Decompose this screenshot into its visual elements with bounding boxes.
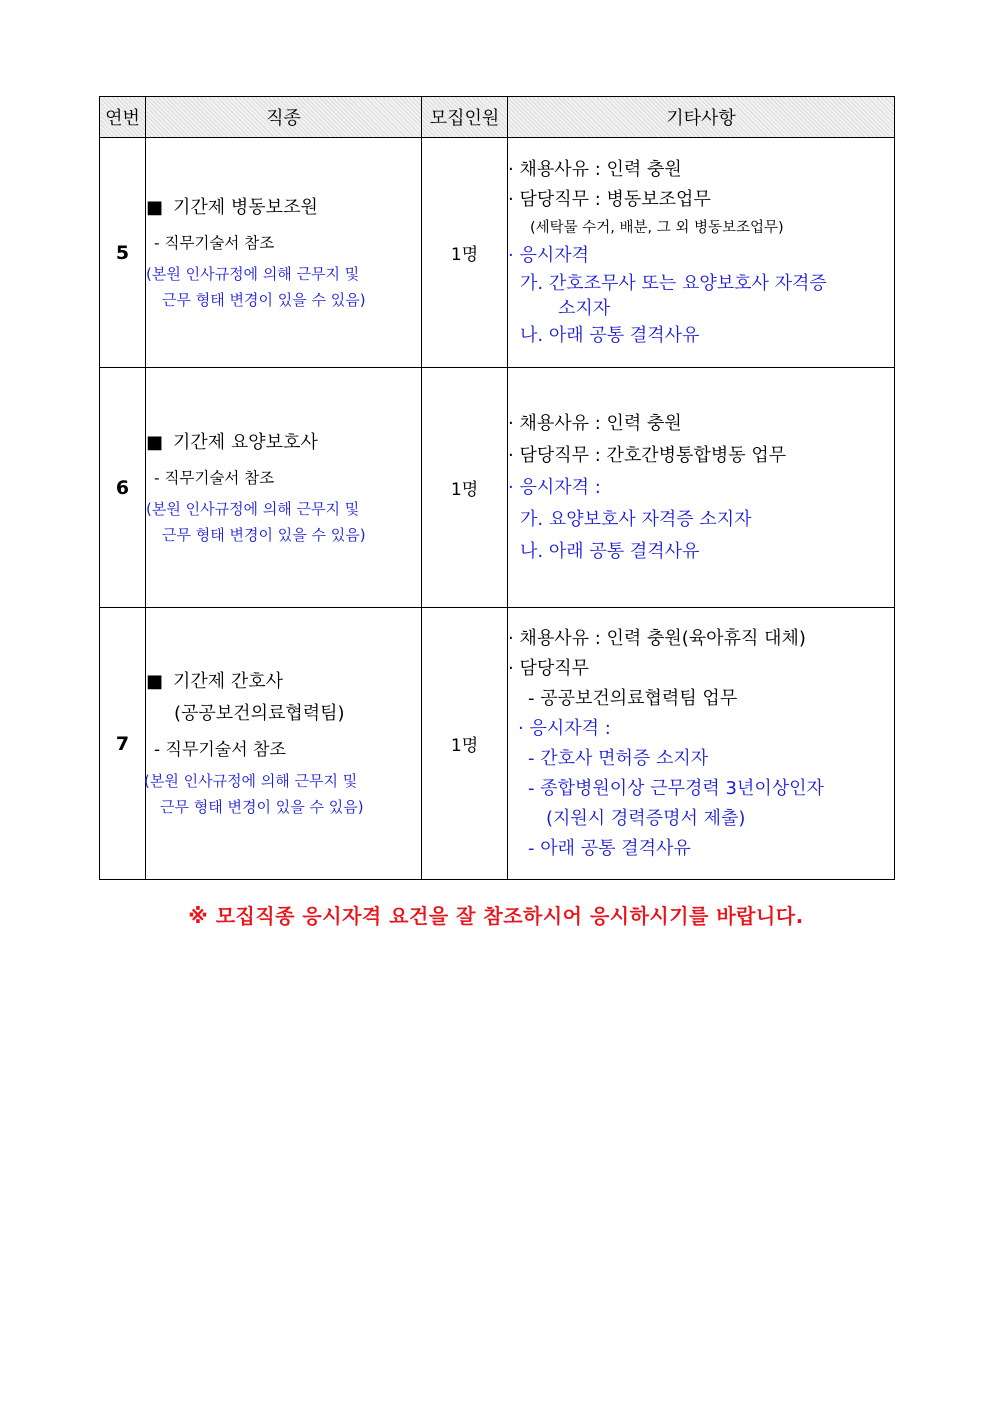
job-title: ■ 기간제 간호사: [146, 671, 284, 692]
header-no: 연번: [100, 97, 146, 138]
table-header-row: [100, 97, 895, 138]
etc-line: (지원시 경력증명서 제출): [546, 807, 746, 829]
square-bullet-icon: ■: [146, 431, 164, 453]
job-reference: - 직무기술서 참조: [154, 740, 286, 760]
table-row: [100, 608, 895, 880]
job-reference: - 직무기술서 참조: [154, 233, 275, 252]
job-note: (본원 인사규정에 의해 근무지 및 근무 형태 변경이 있을 수 있음): [146, 499, 366, 544]
row-number: 6: [100, 368, 146, 608]
table-row: [100, 368, 895, 608]
etc-line: 소지자: [558, 297, 611, 319]
etc-line: · 응시자격 :: [518, 717, 611, 739]
header-count: 모집인원: [422, 97, 508, 138]
header-etc: 기타사항: [508, 97, 895, 138]
job-cell: [146, 368, 422, 608]
recruit-count: 1명: [422, 608, 508, 880]
etc-line: - 공공보건의료협력팀 업무: [528, 687, 738, 709]
table-row: [100, 138, 895, 368]
header-job: 직종: [146, 97, 422, 138]
job-cell: [146, 138, 422, 368]
footer-notice: ※ 모집직종 응시자격 요건을 잘 참조하시어 응시하시기를 바랍니다.: [188, 904, 804, 928]
etc-line: · 채용사유 : 인력 충원: [508, 158, 682, 180]
row-number: 5: [100, 138, 146, 368]
etc-line: - 종합병원이상 근무경력 3년이상인자: [528, 777, 824, 799]
job-title: ■ 기간제 병동보조원: [146, 196, 318, 218]
etc-line: · 응시자격: [508, 244, 589, 266]
job-subtitle: (공공보건의료협력팀): [174, 703, 345, 724]
square-bullet-icon: ■: [146, 671, 164, 692]
etc-line: · 응시자격 :: [508, 476, 601, 498]
job-cell: [146, 608, 422, 880]
recruitment-table: [99, 96, 895, 880]
recruit-count: 1명: [422, 138, 508, 368]
etc-line: - 아래 공통 결격사유: [528, 837, 691, 859]
job-title: ■ 기간제 요양보호사: [146, 431, 318, 453]
etc-line: · 채용사유 : 인력 충원: [508, 412, 682, 434]
etc-cell: [508, 138, 895, 368]
etc-line: · 채용사유 : 인력 충원(육아휴직 대체): [508, 627, 806, 649]
etc-line: 가. 요양보호사 자격증 소지자: [520, 508, 752, 530]
etc-line: · 담당직무 : 간호간병통합병동 업무: [508, 444, 787, 466]
etc-line: (세탁물 수거, 배분, 그 외 병동보조업무): [530, 219, 784, 236]
etc-line: · 담당직무: [508, 657, 589, 679]
etc-cell: [508, 368, 895, 608]
etc-line: 나. 아래 공통 결격사유: [520, 540, 700, 562]
job-note: (본원 인사규정에 의해 근무지 및 근무 형태 변경이 있을 수 있음): [146, 264, 366, 309]
square-bullet-icon: ■: [146, 196, 164, 218]
etc-line: - 간호사 면허증 소지자: [528, 747, 709, 769]
etc-line: · 담당직무 : 병동보조업무: [508, 188, 711, 210]
job-note: (본원 인사규정에 의해 근무지 및 근무 형태 변경이 있을 수 있음): [144, 772, 364, 816]
row-number: 7: [100, 608, 146, 880]
etc-line: 가. 간호조무사 또는 요양보호사 자격증: [520, 272, 827, 294]
job-reference: - 직무기술서 참조: [154, 468, 275, 487]
recruit-count: 1명: [422, 368, 508, 608]
etc-cell: [508, 608, 895, 880]
etc-line: 나. 아래 공통 결격사유: [520, 324, 700, 346]
